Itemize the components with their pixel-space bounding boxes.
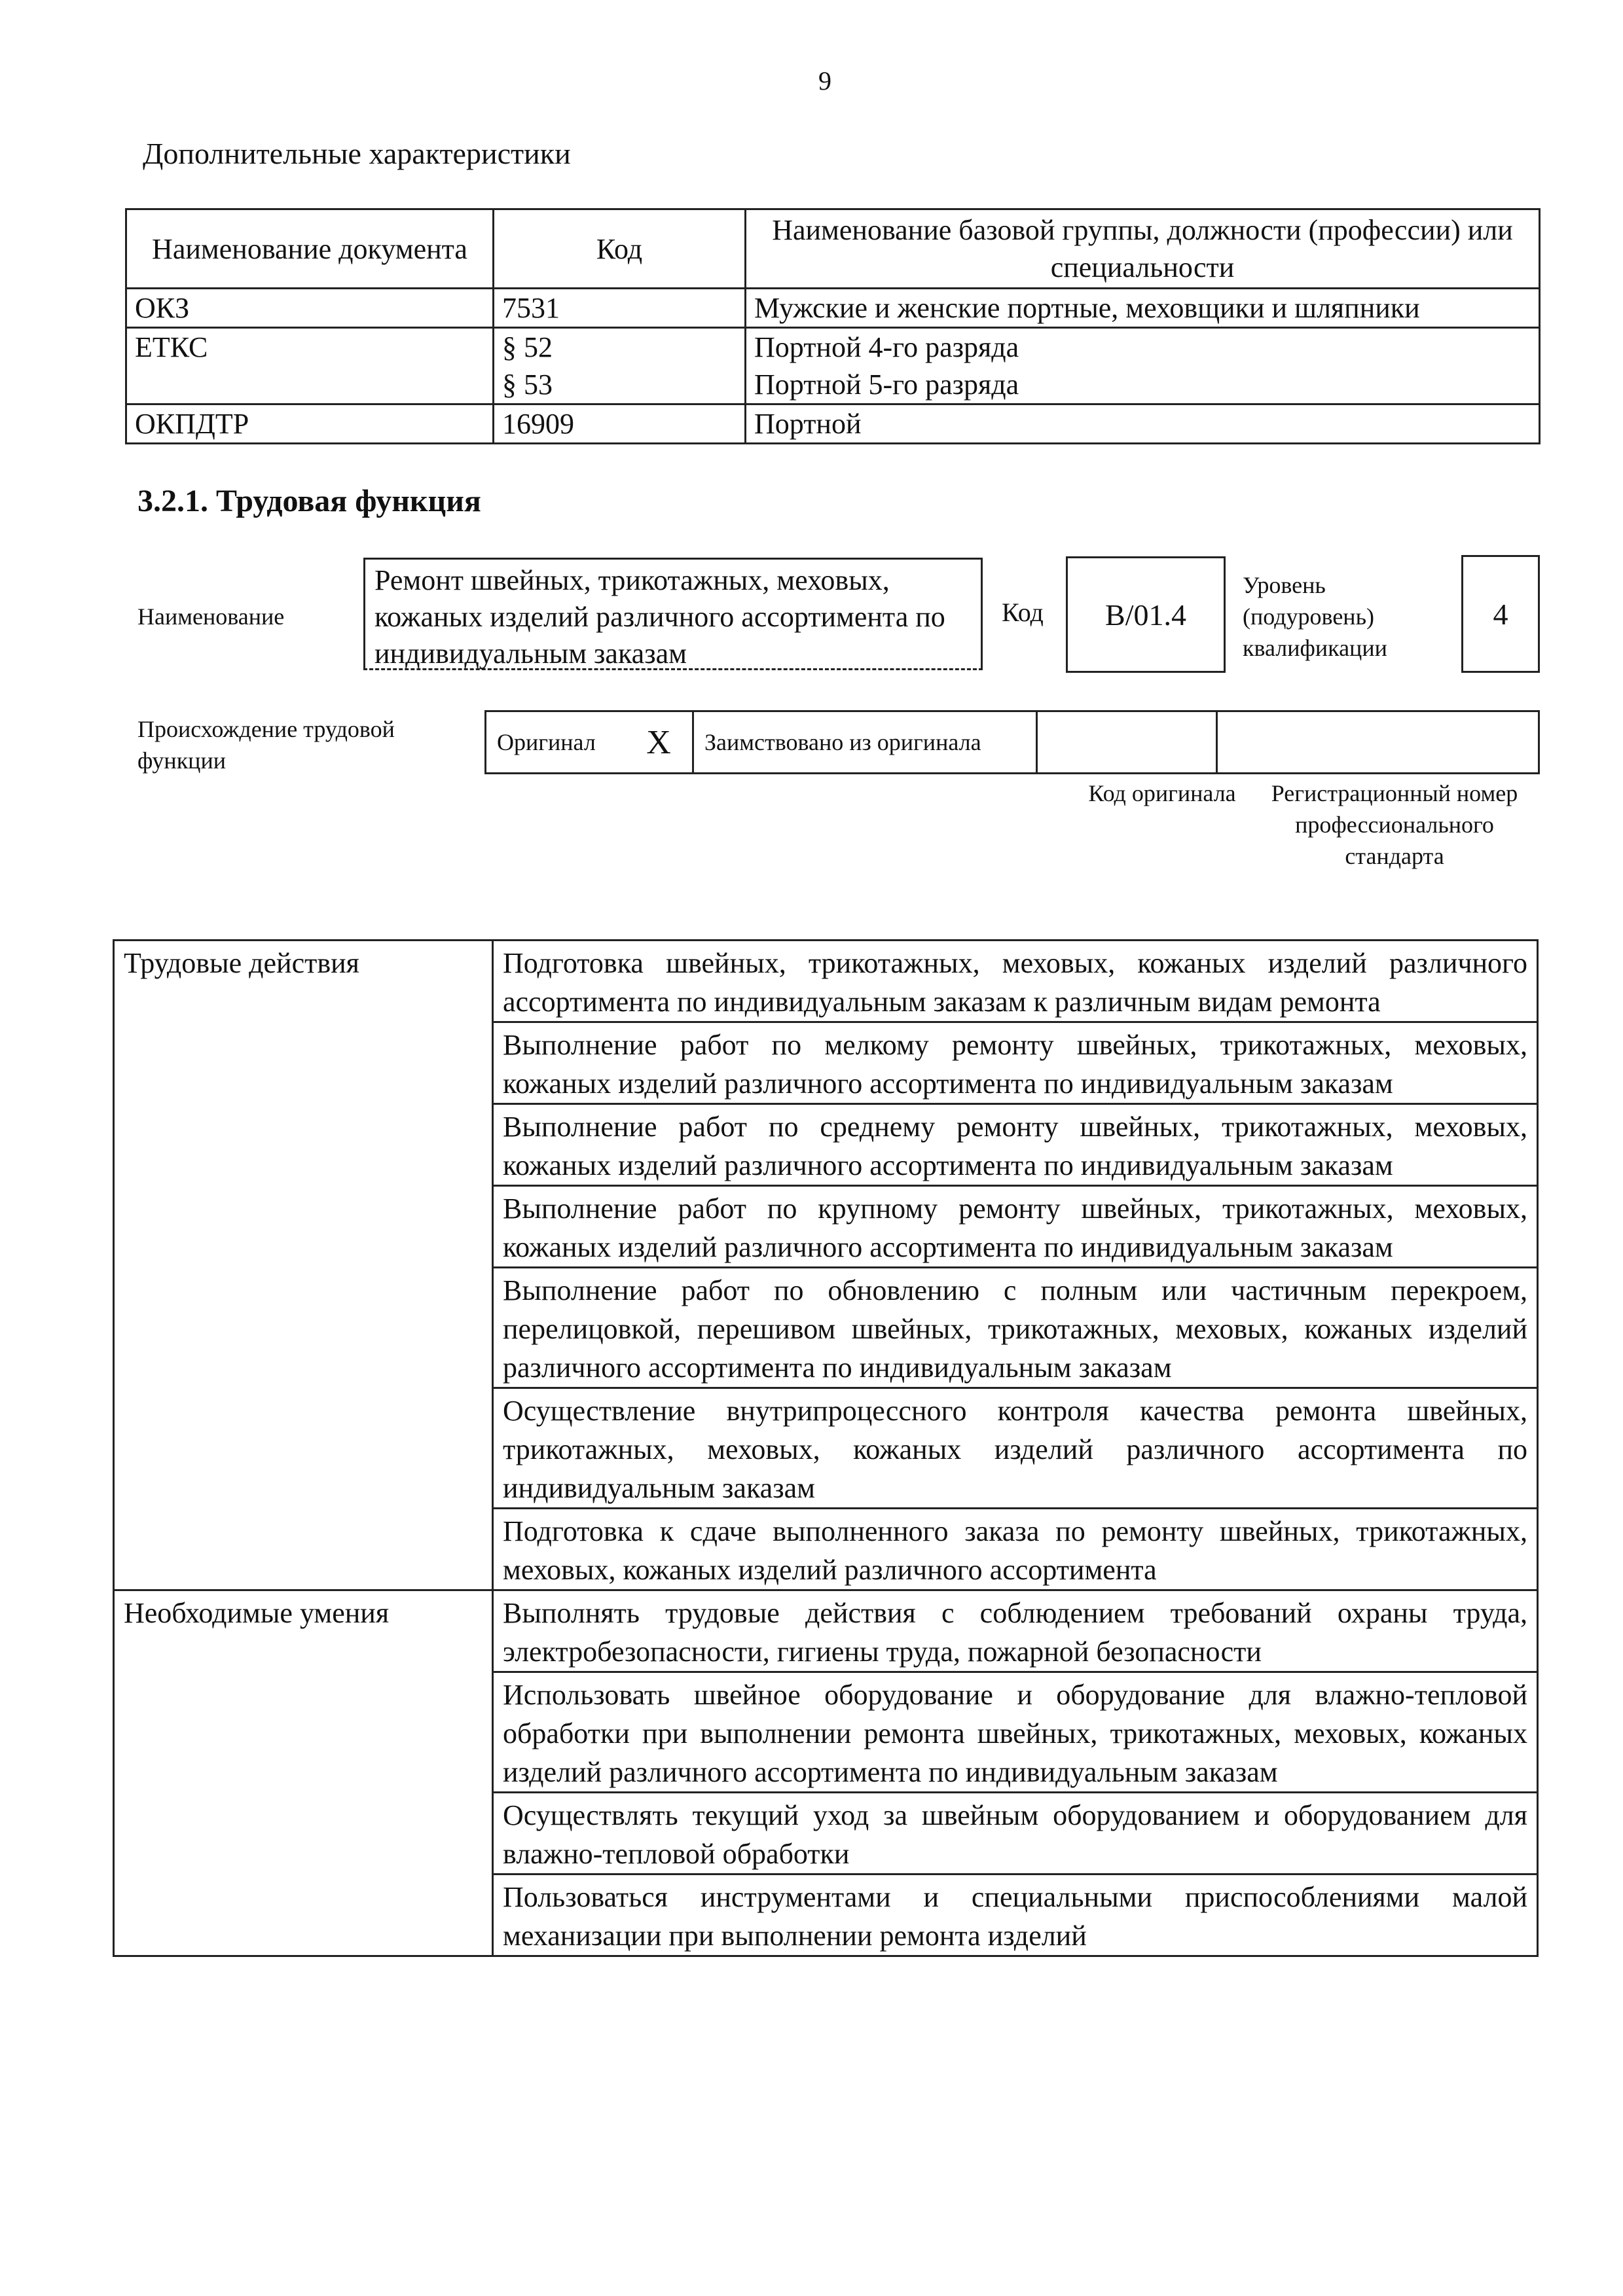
labour-action-category: Трудовые действия bbox=[114, 941, 493, 1590]
qualification-level-label: Уровень (подуровень) квалификации bbox=[1243, 572, 1387, 661]
okz-doc: ОКЗ bbox=[126, 289, 494, 328]
header-doc: Наименование документа bbox=[126, 209, 494, 289]
labour-action-item: Подготовка швейных, трикотажных, меховых, кожаных изделий различного ассортимента по индивидуальным заказам к различным видам ремонта bbox=[493, 941, 1538, 1022]
function-name-label: Наименование bbox=[137, 603, 285, 630]
labour-action-item: Осуществление внутрипроцессного контроля качества ремонта швейных, трикотажных, меховых, кожаных изделий различного ассортимента по индивидуальным заказам bbox=[493, 1388, 1538, 1509]
required-skill-item: Пользоваться инструментами и специальными приспособлениями малой механизации при выполнении ремонта изделий bbox=[493, 1874, 1538, 1956]
original-code-caption: Код оригинала bbox=[1088, 780, 1236, 806]
origin-table bbox=[484, 710, 1540, 774]
table-row bbox=[114, 1590, 1538, 1672]
okz-name: Мужские и женские портные, меховщики и шляпники bbox=[746, 289, 1540, 328]
origin-row bbox=[486, 711, 1539, 774]
labour-action-item: Выполнение работ по крупному ремонту швейных, трикотажных, меховых, кожаных изделий различного ассортимента по индивидуальным заказам bbox=[493, 1186, 1538, 1268]
page-number: 9 bbox=[818, 66, 831, 96]
origin-label: Происхождение трудовой функции bbox=[137, 716, 395, 774]
function-name-box: Ремонт швейных, трикотажных, меховых, кожаных изделий различного ассортимента по индивидуальным заказам bbox=[363, 558, 983, 670]
function-code-box: B/01.4 bbox=[1066, 556, 1226, 673]
labour-action-item: Выполнение работ по среднему ремонту швейных, трикотажных, меховых, кожаных изделий различного ассортимента по индивидуальным заказам bbox=[493, 1104, 1538, 1186]
table-row bbox=[114, 941, 1538, 1022]
etks-codes bbox=[494, 328, 746, 404]
header-code: Код bbox=[494, 209, 746, 289]
etks-names bbox=[746, 328, 1540, 404]
registration-number-cell bbox=[1217, 711, 1539, 774]
required-skill-item: Использовать швейное оборудование и оборудование для влажно-тепловой обработки при выполнении ремонта швейных, трикотажных, меховых, кожаных изделий различного ассортимента по индивидуальным заказам bbox=[493, 1672, 1538, 1793]
table-row-etks bbox=[126, 328, 1540, 404]
labour-function-body bbox=[114, 941, 1538, 1956]
okpdtr-code: 16909 bbox=[494, 404, 746, 444]
original-mark: X bbox=[625, 711, 693, 774]
required-skill-category: Необходимые умения bbox=[114, 1590, 493, 1956]
labour-action-item: Выполнение работ по мелкому ремонту швейных, трикотажных, меховых, кожаных изделий различного ассортимента по индивидуальным заказам bbox=[493, 1022, 1538, 1104]
table-row-okz bbox=[126, 289, 1540, 328]
labour-function-table bbox=[113, 939, 1539, 1957]
original-label: Оригинал bbox=[486, 711, 626, 774]
original-code-cell bbox=[1037, 711, 1217, 774]
required-skill-item: Осуществлять текущий уход за швейным оборудованием и оборудованием для влажно-тепловой обработки bbox=[493, 1793, 1538, 1874]
required-skill-item: Выполнять трудовые действия с соблюдением требований охраны труда, электробезопасности, гигиены труда, пожарной безопасности bbox=[493, 1590, 1538, 1672]
etks-code-1: § 52 bbox=[502, 331, 553, 363]
qualification-level-box: 4 bbox=[1461, 555, 1540, 673]
table-header-row bbox=[126, 209, 1540, 289]
etks-name-1: Портной 4-го разряда bbox=[754, 331, 1019, 363]
section-title: 3.2.1. Трудовая функция bbox=[137, 484, 481, 518]
borrowed-label: Заимствовано из оригинала bbox=[693, 711, 1037, 774]
labour-action-item: Выполнение работ по обновлению с полным или частичным перекроем, перелицовкой, перешивом швейных, трикотажных, меховых, кожаных изделий различного ассортимента по индивидуальным заказам bbox=[493, 1268, 1538, 1388]
table-row-okpdtr bbox=[126, 404, 1540, 444]
okpdtr-doc: ОКПДТР bbox=[126, 404, 494, 444]
okz-code: 7531 bbox=[494, 289, 746, 328]
registration-number-caption: Регистрационный номер профессионального стандарта bbox=[1271, 780, 1518, 869]
labour-action-item: Подготовка к сдаче выполненного заказа по ремонту швейных, трикотажных, меховых, кожаных изделий различного ассортимента bbox=[493, 1509, 1538, 1590]
okpdtr-name: Портной bbox=[746, 404, 1540, 444]
etks-code-2: § 53 bbox=[502, 368, 553, 401]
etks-name-2: Портной 5-го разряда bbox=[754, 368, 1019, 401]
extra-characteristics-title: Дополнительные характеристики bbox=[143, 137, 571, 170]
etks-doc: ЕТКС bbox=[126, 328, 494, 404]
function-code-label: Код bbox=[1002, 598, 1044, 627]
extra-characteristics-table bbox=[125, 208, 1541, 444]
header-group: Наименование базовой группы, должности (профессии) или специальности bbox=[746, 209, 1540, 289]
